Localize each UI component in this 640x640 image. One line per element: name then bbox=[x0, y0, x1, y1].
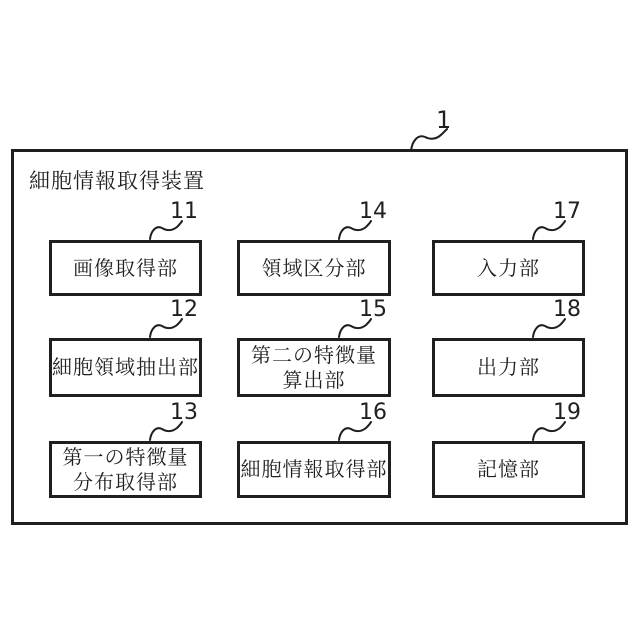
leader-squiggle bbox=[148, 318, 184, 338]
block-label: 第一の特徴量 分布取得部 bbox=[62, 444, 189, 494]
block-storage bbox=[432, 400, 585, 498]
block-box bbox=[49, 441, 202, 498]
block-first-feature-distribution-acquisition bbox=[49, 400, 202, 498]
block-label: 細胞情報取得部 bbox=[240, 457, 388, 481]
block-label: 出力部 bbox=[477, 355, 540, 379]
leader-squiggle bbox=[531, 421, 567, 441]
block-ref-number: 13 bbox=[170, 400, 198, 425]
leader-squiggle bbox=[337, 318, 373, 338]
block-box bbox=[432, 441, 585, 498]
device-title: 細胞情報取得装置 bbox=[29, 169, 205, 193]
block-region-segmentation bbox=[237, 199, 391, 296]
block-ref-number: 18 bbox=[553, 297, 581, 322]
block-output bbox=[432, 297, 585, 397]
block-ref-number: 19 bbox=[553, 400, 581, 425]
leader-squiggle bbox=[337, 421, 373, 441]
leader-squiggle bbox=[148, 220, 184, 240]
block-ref-number: 12 bbox=[170, 297, 198, 322]
block-ref-number: 17 bbox=[553, 199, 581, 224]
block-box bbox=[432, 338, 585, 397]
block-box bbox=[49, 338, 202, 397]
block-label: 入力部 bbox=[477, 255, 540, 280]
block-ref-number: 16 bbox=[359, 400, 387, 425]
leader-squiggle bbox=[531, 318, 567, 338]
block-second-feature-calculation bbox=[237, 297, 391, 397]
block-label: 記憶部 bbox=[477, 457, 540, 481]
leader-squiggle bbox=[148, 421, 184, 441]
block-label: 画像取得部 bbox=[73, 255, 178, 280]
block-cell-region-extraction bbox=[49, 297, 202, 397]
block-ref-number: 14 bbox=[359, 199, 387, 224]
block-label: 領域区分部 bbox=[261, 255, 367, 280]
device-ref-number: 1 bbox=[436, 106, 452, 134]
block-box bbox=[432, 240, 585, 296]
block-ref-number: 15 bbox=[359, 297, 387, 322]
block-box bbox=[237, 441, 391, 498]
leader-squiggle bbox=[337, 220, 373, 240]
block-label: 第二の特徴量 算出部 bbox=[251, 342, 377, 392]
block-ref-number: 11 bbox=[170, 199, 198, 224]
block-label: 細胞領域抽出部 bbox=[52, 355, 199, 379]
leader-squiggle bbox=[531, 220, 567, 240]
block-box bbox=[237, 240, 391, 296]
block-input bbox=[432, 199, 585, 296]
block-image-acquisition bbox=[49, 199, 202, 296]
block-box bbox=[237, 338, 391, 397]
block-cell-information-acquisition bbox=[237, 400, 391, 498]
block-box bbox=[49, 240, 202, 296]
